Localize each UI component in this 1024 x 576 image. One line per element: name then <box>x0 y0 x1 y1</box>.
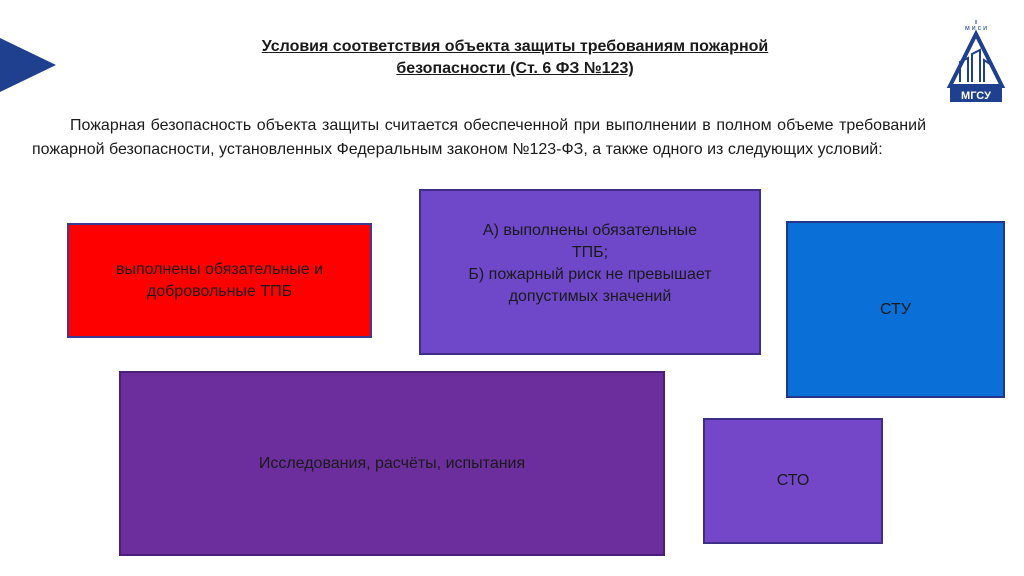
mandatory-line-3: Б) пожарный риск не превышает <box>468 266 712 283</box>
research-box <box>119 371 665 556</box>
mandatory-line-1: А) выполнены обязательные <box>482 222 698 239</box>
mandatory-line-4: допустимых значений <box>508 288 672 305</box>
svg-text:м и с и: м и с и <box>965 25 987 32</box>
page-title <box>170 36 860 80</box>
svg-text:МГСУ: МГСУ <box>961 90 991 102</box>
mandatory-tpb-risk-box <box>419 189 761 355</box>
stu-box <box>786 221 1005 398</box>
title-line-1: Условия соответствия объекта защиты требованиям пожарной <box>261 38 769 55</box>
slide-arrow-icon <box>0 38 56 92</box>
sto-box <box>703 418 883 544</box>
stu-label: СТУ <box>880 300 911 318</box>
university-logo <box>946 20 1006 104</box>
research-label: Исследования, расчёты, испытания <box>258 454 526 472</box>
voluntary-line-2: добровольные ТПБ <box>146 282 293 300</box>
title-line-2: безопасности (Ст. 6 ФЗ №123) <box>396 60 634 77</box>
mandatory-line-2: ТПБ; <box>571 244 609 261</box>
voluntary-tpb-box <box>67 223 372 338</box>
intro-paragraph: Пожарная безопасность объекта защиты считается обеспеченной при выполнении в полном объеме требований пожарной безопасности, установленных Федеральным законом №123-ФЗ, а также одного из следующих условий: <box>32 117 926 158</box>
sto-label: СТО <box>776 472 810 489</box>
voluntary-line-1: выполнены обязательные и <box>115 260 324 278</box>
